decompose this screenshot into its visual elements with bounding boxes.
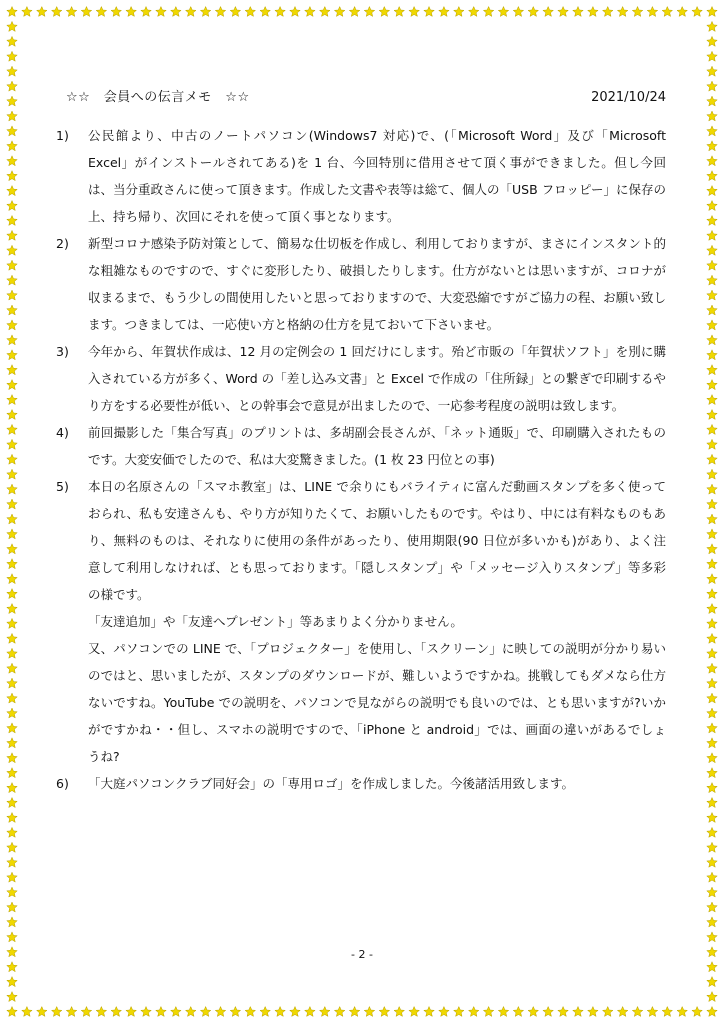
star-icon <box>707 21 717 31</box>
star-icon <box>364 7 375 17</box>
list-item <box>56 122 666 230</box>
star-icon <box>707 201 717 211</box>
star-icon <box>126 7 136 17</box>
star-icon <box>7 126 17 136</box>
star-icon <box>707 439 717 449</box>
star-icon <box>707 753 717 763</box>
star-icon <box>81 1007 92 1017</box>
star-icon <box>707 678 717 688</box>
star-icon <box>707 559 717 569</box>
star-icon <box>81 7 92 17</box>
page-number: - 2 - <box>351 948 373 961</box>
star-icon <box>573 1007 584 1017</box>
star-icon <box>707 604 717 614</box>
star-icon <box>186 1007 197 1017</box>
star-icon <box>7 917 17 927</box>
star-icon <box>588 1007 599 1017</box>
item-number: 4) <box>56 425 69 440</box>
star-icon <box>528 1007 539 1017</box>
star-icon <box>7 305 17 315</box>
star-icon <box>647 7 658 17</box>
star-icon <box>677 7 687 17</box>
star-icon <box>52 7 62 17</box>
star-icon <box>7 872 17 882</box>
star-icon <box>573 7 584 17</box>
star-icon <box>7 171 17 181</box>
star-icon <box>320 7 331 17</box>
star-icon <box>707 230 717 240</box>
star-icon <box>260 1007 270 1017</box>
star-icon <box>305 1007 316 1017</box>
star-icon <box>7 454 17 464</box>
star-icon <box>707 648 717 658</box>
star-icon <box>7 768 17 778</box>
star-icon <box>7 201 17 211</box>
star-icon <box>22 1007 32 1017</box>
star-icon <box>498 1007 508 1017</box>
star-icon <box>707 395 717 405</box>
star-icon <box>37 1007 47 1017</box>
star-icon <box>7 245 17 255</box>
star-icon <box>707 335 717 345</box>
star-icon <box>7 604 17 614</box>
star-icon <box>707 693 717 703</box>
star-icon <box>7 380 17 390</box>
star-icon <box>707 51 717 61</box>
star-icon <box>707 887 717 897</box>
star-icon <box>707 798 717 808</box>
star-icon <box>186 7 197 17</box>
star-icon <box>632 1007 643 1017</box>
star-icon <box>662 1007 672 1017</box>
star-icon <box>707 66 717 76</box>
star-icon <box>632 7 643 17</box>
star-icon <box>7 410 17 420</box>
list-item <box>56 473 666 770</box>
star-icon <box>707 932 717 942</box>
star-icon <box>7 618 17 628</box>
star-icon <box>171 7 182 17</box>
list-item <box>56 770 666 797</box>
star-icon <box>7 186 17 196</box>
star-icon <box>707 723 717 733</box>
star-icon <box>707 917 717 927</box>
star-icon <box>469 1007 479 1017</box>
star-icon <box>171 1007 182 1017</box>
star-icon <box>707 469 717 479</box>
star-icon <box>7 216 17 226</box>
item-number: 1) <box>56 128 69 143</box>
star-icon <box>7 1007 17 1017</box>
star-icon <box>707 783 717 793</box>
star-icon <box>707 1007 717 1017</box>
star-icon <box>707 156 717 166</box>
star-icon <box>7 902 17 912</box>
star-icon <box>7 738 17 748</box>
star-icon <box>439 1007 449 1017</box>
star-icon <box>707 544 717 554</box>
star-icon <box>7 589 17 599</box>
star-icon <box>707 633 717 643</box>
item-number: 6) <box>56 776 69 791</box>
star-icon <box>7 290 17 300</box>
star-icon <box>707 842 717 852</box>
star-icon <box>7 514 17 524</box>
star-icon <box>7 857 17 867</box>
star-icon <box>290 7 301 17</box>
star-icon <box>692 7 702 17</box>
star-icon <box>52 1007 62 1017</box>
star-icon <box>275 7 285 17</box>
star-icon <box>7 663 17 673</box>
star-icon <box>707 738 717 748</box>
star-icon <box>707 589 717 599</box>
star-icon <box>707 186 717 196</box>
item-number: 5) <box>56 479 69 494</box>
star-icon <box>111 7 122 17</box>
star-icon <box>483 7 493 17</box>
item-text: 今年から、年賀状作成は、12 月の定例会の 1 回だけにします。殆ど市販の「年賀状ソフト」を別に購入されている方が多く、Word の「差し込み文書」と Excel で作成の「住所録」との繋ぎで印刷するやり方をする必要性が低い、との幹事会で意見が出ましたので、一応参考程度の説明は致します。 <box>88 344 666 413</box>
star-icon <box>707 827 717 837</box>
star-icon <box>424 7 435 17</box>
star-icon <box>707 663 717 673</box>
star-icon <box>7 827 17 837</box>
star-icon <box>707 126 717 136</box>
star-icon <box>96 7 107 17</box>
star-icon <box>707 380 717 390</box>
star-icon <box>543 1007 554 1017</box>
star-icon <box>603 1007 614 1017</box>
star-icon <box>7 156 17 166</box>
star-icon <box>7 499 17 509</box>
star-icon <box>7 633 17 643</box>
star-icon <box>141 7 152 17</box>
star-icon <box>7 275 17 285</box>
star-icon <box>707 260 717 270</box>
star-icon <box>707 499 717 509</box>
star-icon <box>305 7 316 17</box>
star-icon <box>7 648 17 658</box>
star-icon <box>364 1007 375 1017</box>
star-icon <box>7 66 17 76</box>
star-icon <box>7 81 17 91</box>
star-icon <box>290 1007 301 1017</box>
star-icon <box>320 1007 331 1017</box>
star-icon <box>7 678 17 688</box>
star-icon <box>707 902 717 912</box>
star-icon <box>707 857 717 867</box>
star-icon <box>707 96 717 106</box>
star-icon <box>7 708 17 718</box>
star-icon <box>707 574 717 584</box>
star-icon <box>707 245 717 255</box>
star-icon <box>7 753 17 763</box>
star-icon <box>707 410 717 420</box>
item-text-continued: 又、パソコンでの LINE で、「プロジェクター」を使用し、「スクリーン」に映しての説明が分かり易いのではと、思いましたが、スタンプのダウンロードが、難しいようですかね。挑戦してもダメなら仕方ないですね。YouTube での説明を、パソコンで見ながらの説明でも良いのでは、とも思いますが?いかがですかね・・但し、スマホの説明ですので、「iPhone と android」では、画面の違いがあるでしょうね? <box>88 641 666 764</box>
star-icon <box>707 529 717 539</box>
star-icon <box>275 1007 285 1017</box>
star-icon <box>662 7 672 17</box>
star-icon <box>7 962 17 972</box>
star-icon <box>483 1007 493 1017</box>
star-icon <box>707 992 717 1002</box>
star-icon <box>156 7 167 17</box>
star-icon <box>349 7 360 17</box>
star-icon <box>7 992 17 1002</box>
star-icon <box>707 454 717 464</box>
star-icon <box>409 1007 420 1017</box>
star-icon <box>513 7 523 17</box>
star-icon <box>558 7 569 17</box>
star-icon <box>200 7 210 17</box>
list-item <box>56 338 666 419</box>
star-icon <box>394 1007 405 1017</box>
star-icon <box>454 7 464 17</box>
star-icon <box>7 395 17 405</box>
star-icon <box>7 544 17 554</box>
star-icon <box>37 7 47 17</box>
item-text-continued: 「友達追加」や「友達へプレゼント」等あまりよく分かりません。 <box>88 614 463 629</box>
star-icon <box>692 1007 702 1017</box>
star-icon <box>215 7 225 17</box>
list-item <box>56 419 666 473</box>
star-icon <box>379 7 390 17</box>
star-icon <box>7 932 17 942</box>
star-icon <box>7 559 17 569</box>
item-text: 前回撮影した「集合写真」のプリントは、多胡副会長さんが、「ネット通販」で、印刷購入されたものです。大変安価でしたので、私は大変驚きました。(1 枚 23 円位との事) <box>88 425 666 467</box>
star-icon <box>707 365 717 375</box>
star-icon <box>126 1007 136 1017</box>
star-icon <box>245 7 255 17</box>
star-icon <box>66 1007 77 1017</box>
star-icon <box>424 1007 435 1017</box>
star-icon <box>7 798 17 808</box>
star-icon <box>7 141 17 151</box>
star-icon <box>617 7 628 17</box>
star-icon <box>7 111 17 121</box>
item-text: 本日の名原さんの「スマホ教室」は、LINE で余りにもバライティに富んだ動画スタンプを多く使っておられ、私も安達さんも、やり方が知りたくて、お願いしたものです。やはり、中には有料なものもあり、無料のものは、それなりに使用の条件があったり、使用期限(90 日位が多いかも)があり、よく注意して利用しなければ、とも思っております。「隠しスタンプ」や「メッセージ入りスタンプ」等多彩の様です。 <box>88 479 666 602</box>
star-icon <box>334 1007 345 1017</box>
star-icon <box>7 230 17 240</box>
star-icon <box>528 7 539 17</box>
star-icon <box>7 260 17 270</box>
star-icon <box>96 1007 107 1017</box>
star-icon <box>7 469 17 479</box>
star-icon <box>215 1007 225 1017</box>
star-icon <box>707 977 717 987</box>
star-icon <box>469 7 479 17</box>
star-icon <box>543 7 554 17</box>
star-icon <box>7 439 17 449</box>
star-icon <box>7 96 17 106</box>
star-icon <box>707 81 717 91</box>
memo-title: ☆☆ 会員への伝言メモ ☆☆ <box>66 90 250 105</box>
star-icon <box>22 7 32 17</box>
star-icon <box>394 7 405 17</box>
star-icon <box>707 171 717 181</box>
memo-header <box>66 88 666 108</box>
star-icon <box>7 51 17 61</box>
item-number: 2) <box>56 236 69 251</box>
star-icon <box>707 320 717 330</box>
list-item <box>56 230 666 338</box>
star-icon <box>707 7 717 17</box>
star-icon <box>513 1007 523 1017</box>
star-icon <box>707 618 717 628</box>
star-icon <box>7 693 17 703</box>
star-icon <box>379 1007 390 1017</box>
star-icon <box>334 7 345 17</box>
star-icon <box>707 36 717 46</box>
star-icon <box>7 365 17 375</box>
star-icon <box>707 290 717 300</box>
star-icon <box>7 977 17 987</box>
star-icon <box>588 7 599 17</box>
star-icon <box>409 7 420 17</box>
star-icon <box>647 1007 658 1017</box>
item-text: 公民館より、中古のノートパソコン(Windows7 対応)で、(「Microsoft Word」及び「Microsoft Excel」がインストールされてある)を 1 台、今回特別に借用させて頂く事ができました。但し今回は、当分重政さんに使って頂きます。作成した文書や表等は総て、個人の「USB フロッピー」に保存の上、持ち帰り、次回にそれを使って頂く事となります。 <box>88 128 666 224</box>
star-icon <box>141 1007 152 1017</box>
star-icon <box>260 7 270 17</box>
star-icon <box>558 1007 569 1017</box>
star-icon <box>7 7 17 17</box>
star-icon <box>7 529 17 539</box>
memo-date: 2021/10/24 <box>591 90 666 105</box>
star-icon <box>7 21 17 31</box>
star-icon <box>707 111 717 121</box>
star-icon <box>439 7 449 17</box>
star-icon <box>707 141 717 151</box>
star-icon <box>245 1007 255 1017</box>
star-icon <box>7 723 17 733</box>
star-icon <box>7 335 17 345</box>
star-icon <box>7 842 17 852</box>
star-icon <box>707 216 717 226</box>
star-icon <box>707 484 717 494</box>
star-icon <box>230 7 240 17</box>
star-icon <box>498 7 508 17</box>
star-icon <box>7 783 17 793</box>
item-text: 「大庭パソコンクラブ同好会」の「専用ロゴ」を作成しました。今後諸活用致します。 <box>88 776 575 791</box>
star-icon <box>7 813 17 823</box>
star-icon <box>454 1007 464 1017</box>
star-icon <box>707 872 717 882</box>
star-icon <box>707 962 717 972</box>
star-icon <box>7 484 17 494</box>
star-icon <box>156 1007 167 1017</box>
memo-list <box>56 122 666 797</box>
star-icon <box>707 275 717 285</box>
memo-body <box>56 88 666 948</box>
star-icon <box>707 350 717 360</box>
star-icon <box>7 887 17 897</box>
star-icon <box>349 1007 360 1017</box>
star-icon <box>7 424 17 434</box>
star-icon <box>66 7 77 17</box>
star-icon <box>707 514 717 524</box>
item-text: 新型コロナ感染予防対策として、簡易な仕切板を作成し、利用しておりますが、まさにインスタント的な粗雑なものですので、すぐに変形したり、破損したりします。仕方がないとは思いますが、コロナが収まるまで、もう少しの間使用したいと思っておりますので、大変恐縮ですがご協力の程、お願い致します。つきましては、一応使い方と格納の仕方を見ておいて下さいませ。 <box>88 236 666 332</box>
star-icon <box>230 1007 240 1017</box>
item-number: 3) <box>56 344 69 359</box>
star-icon <box>707 768 717 778</box>
star-icon <box>111 1007 122 1017</box>
star-icon <box>617 1007 628 1017</box>
star-icon <box>7 36 17 46</box>
star-icon <box>707 305 717 315</box>
star-icon <box>707 813 717 823</box>
star-icon <box>603 7 614 17</box>
star-icon <box>7 320 17 330</box>
star-icon <box>7 574 17 584</box>
star-icon <box>677 1007 687 1017</box>
star-icon <box>707 424 717 434</box>
star-icon <box>7 350 17 360</box>
star-icon <box>707 708 717 718</box>
star-icon <box>200 1007 210 1017</box>
